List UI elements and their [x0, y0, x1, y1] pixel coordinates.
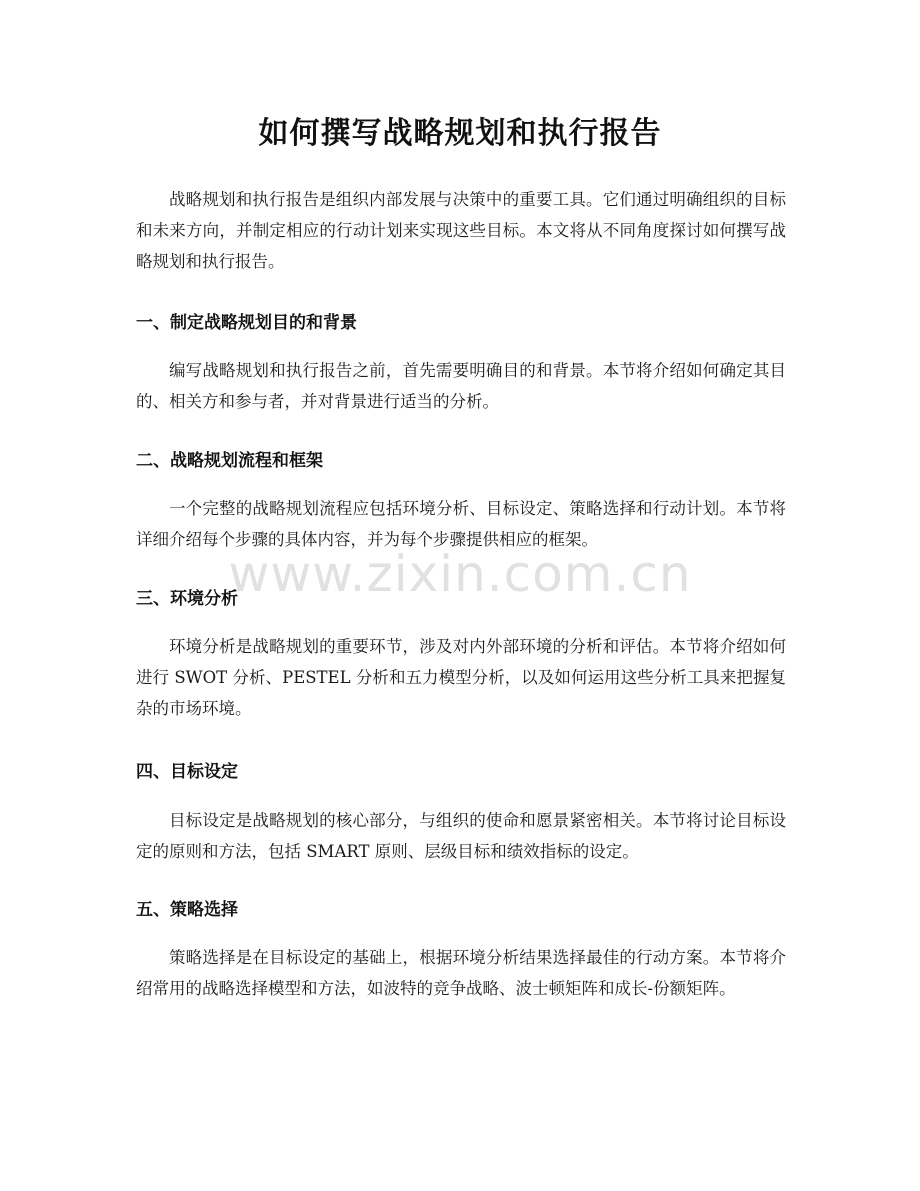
section-body-2: 一个完整的战略规划流程应包括环境分析、目标设定、策略选择和行动计划。本节将详细介绍每个步骤的具体内容，并为每个步骤提供相应的框架。	[136, 499, 786, 549]
section-body-3: 环境分析是战略规划的重要环节，涉及对内外部环境的分析和评估。本节将介绍如何进行 SWOT 分析、PESTEL 分析和五力模型分析，以及如何运用这些分析工具来把握复杂的市场环境。	[136, 637, 786, 718]
document-title: 如何撰写战略规划和执行报告	[258, 116, 662, 151]
section-heading-3: 三、环境分析	[136, 589, 238, 609]
section-body-1: 编写战略规划和执行报告之前，首先需要明确目的和背景。本节将介绍如何确定其目的、相关方和参与者，并对背景进行适当的分析。	[136, 361, 786, 411]
section-body-4: 目标设定是战略规划的核心部分，与组织的使命和愿景紧密相关。本节将讨论目标设定的原则和方法，包括 SMART 原则、层级目标和绩效指标的设定。	[136, 811, 786, 861]
section-heading-4: 四、目标设定	[136, 762, 238, 782]
section-heading-2: 二、战略规划流程和框架	[136, 451, 323, 471]
watermark-text: www.zixin.com.cn	[228, 545, 692, 603]
section-heading-5: 五、策略选择	[136, 900, 238, 920]
section-heading-1: 一、制定战略规划目的和背景	[136, 313, 357, 333]
section-body-5: 策略选择是在目标设定的基础上，根据环境分析结果选择最佳的行动方案。本节将介绍常用的战略选择模型和方法，如波特的竞争战略、波士顿矩阵和成长-份额矩阵。	[136, 948, 786, 998]
intro-paragraph: 战略规划和执行报告是组织内部发展与决策中的重要工具。它们通过明确组织的目标和未来方向，并制定相应的行动计划来实现这些目标。本文将从不同角度探讨如何撰写战略规划和执行报告。	[136, 190, 786, 271]
